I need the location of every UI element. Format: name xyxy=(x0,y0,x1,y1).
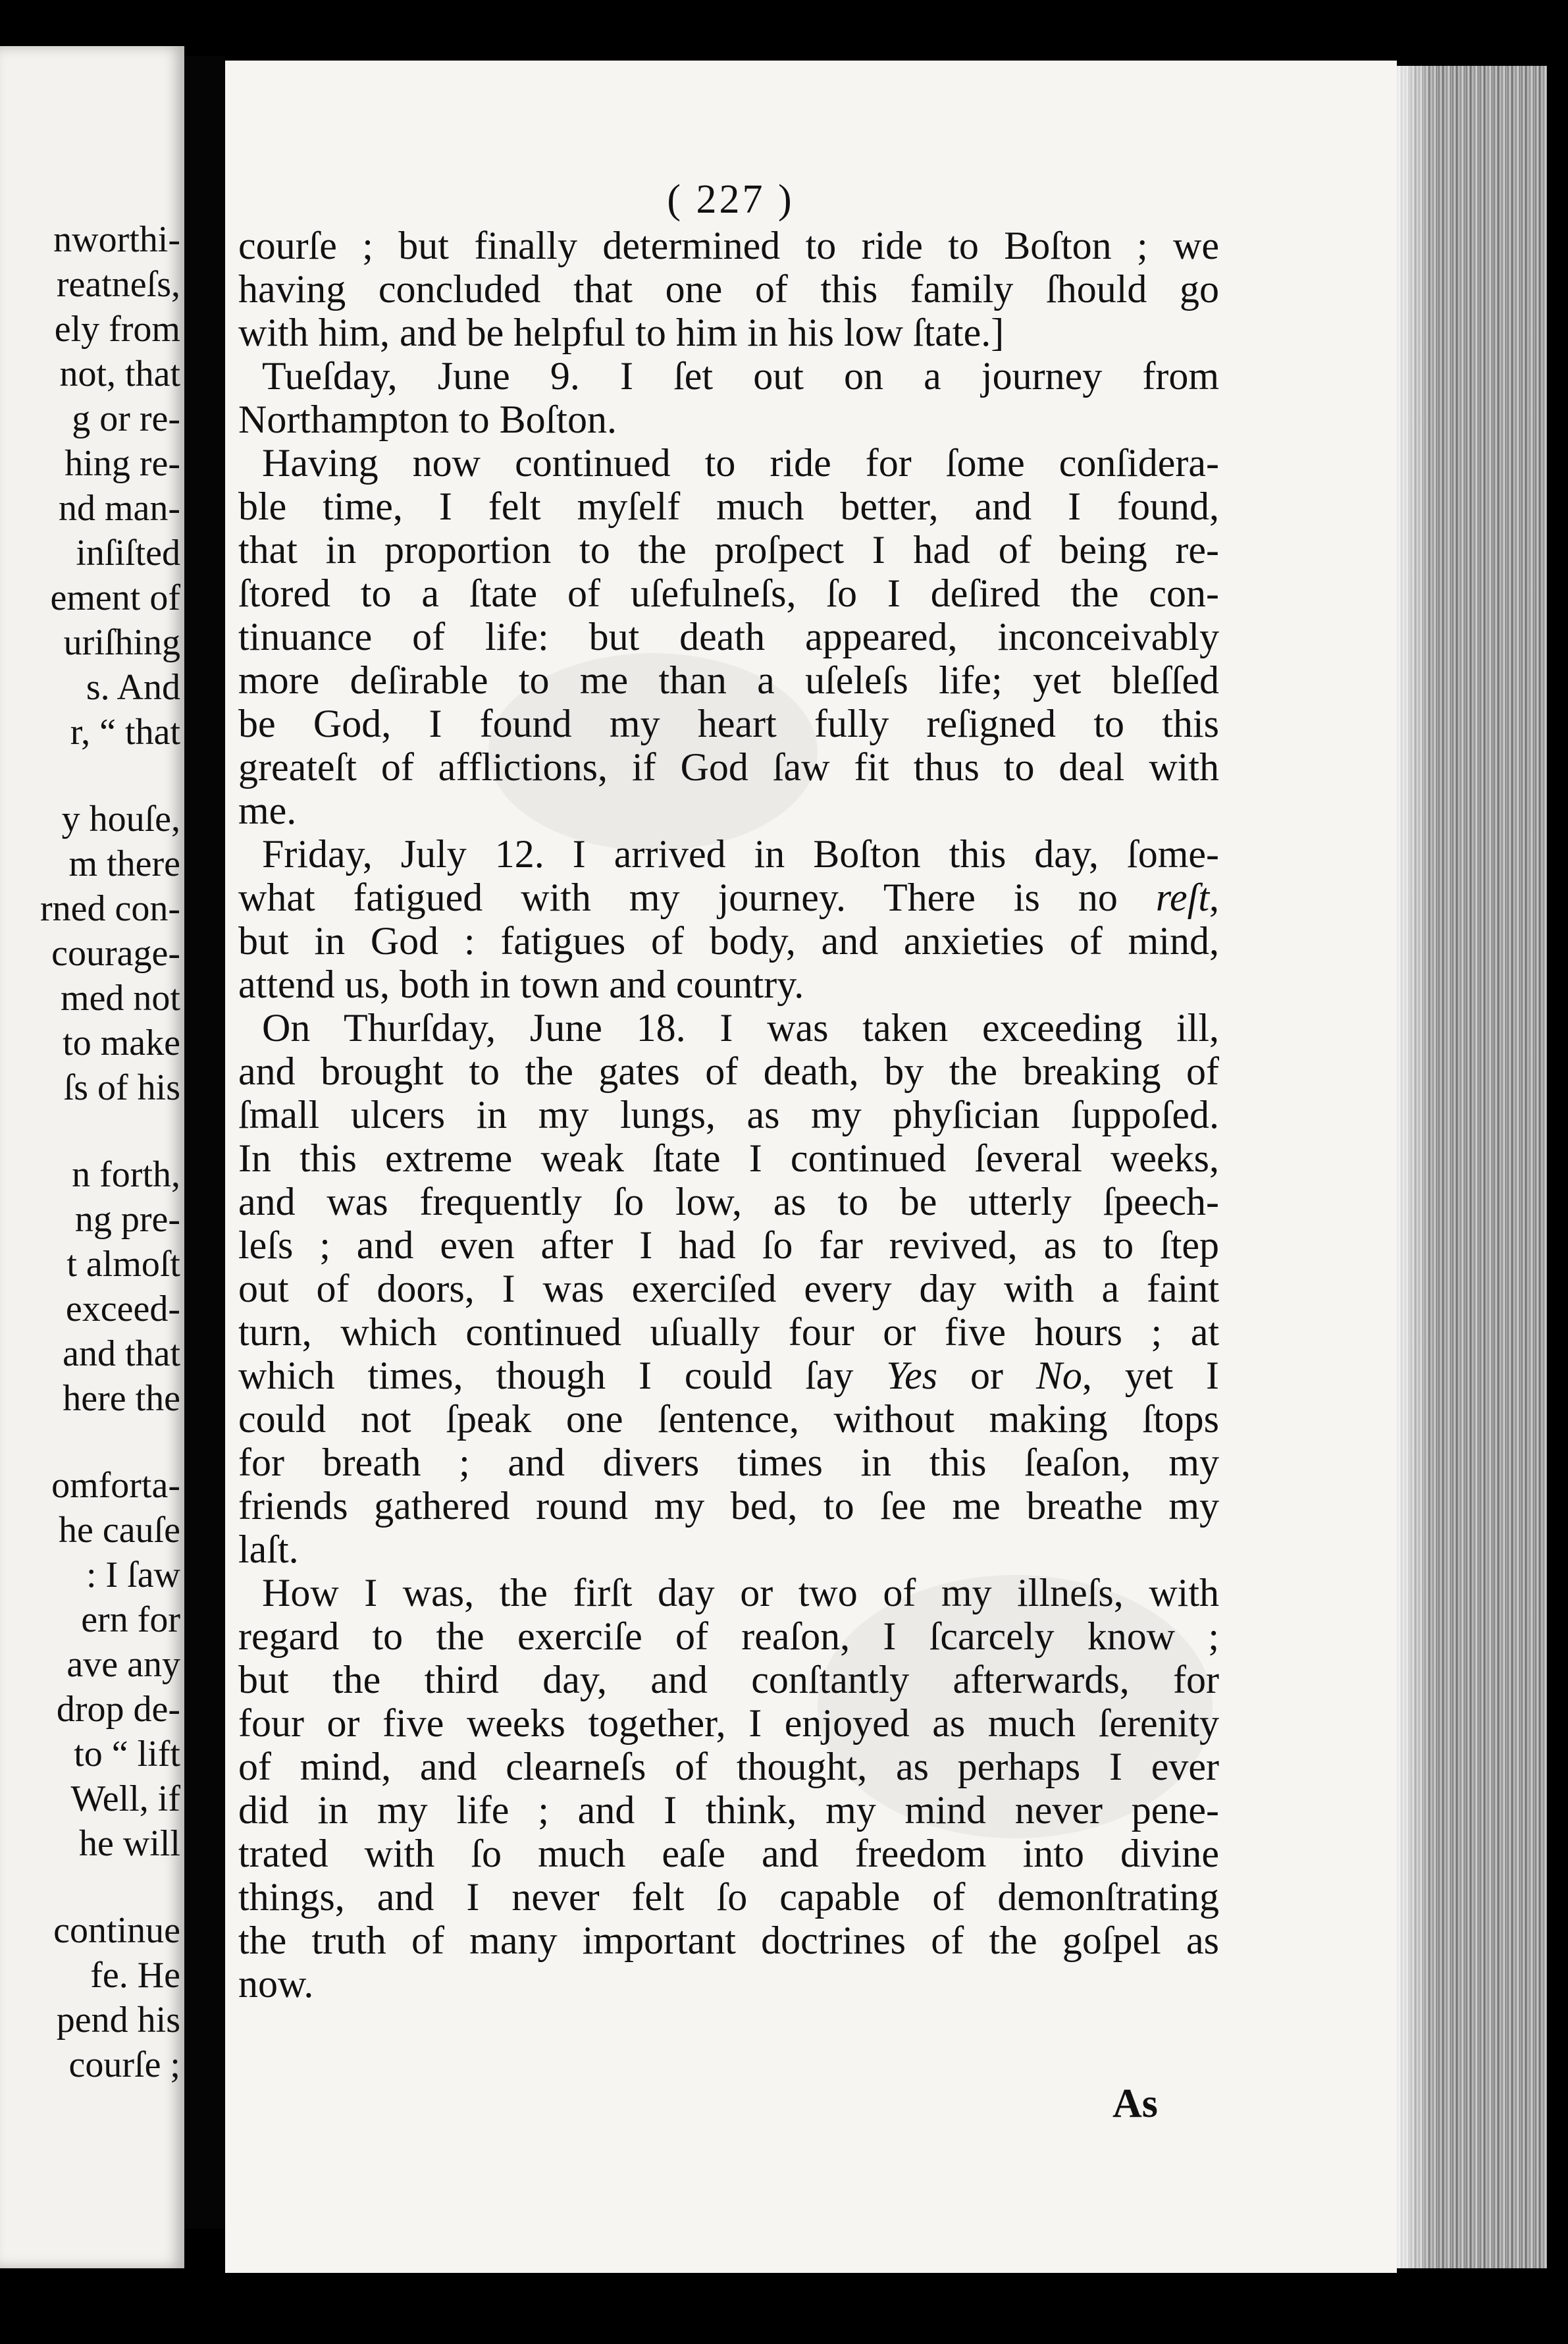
left-page-line: courſe ; xyxy=(68,2044,180,2085)
left-page-line: s. And xyxy=(86,667,180,708)
text-line: did in my life ; and I think, my mind never pene- xyxy=(238,1788,1219,1832)
text-line: but the third day, and conſtantly afterwards, for xyxy=(238,1658,1219,1701)
left-page-line: not, that xyxy=(59,354,180,394)
left-page-line: hing re- xyxy=(65,443,180,484)
text-line: tinuance of life: but death appeared, inconceivably xyxy=(238,615,1219,658)
left-page-line: ave any xyxy=(66,1644,180,1685)
left-page-line: exceed- xyxy=(65,1289,180,1329)
left-page-line: here the xyxy=(63,1378,180,1419)
text-line: ſtored to a ſtate of uſefulneſs, ſo I deſired the con- xyxy=(238,572,1219,615)
text-line: with him, and be helpful to him in his low ſtate.] xyxy=(238,311,1005,354)
left-page-line: he cauſe xyxy=(59,1510,180,1551)
text-line: what fatigued with my journey. There is no reſt, xyxy=(238,876,1219,919)
left-page-line: and that xyxy=(63,1333,180,1374)
left-page-line: t almoſt xyxy=(66,1244,180,1285)
left-page-line: pend his xyxy=(56,2000,180,2040)
left-page-line: continue xyxy=(53,1910,180,1951)
left-page-line: n forth, xyxy=(72,1154,180,1195)
text-line: be God, I found my heart fully reſigned to this xyxy=(238,702,1219,745)
text-line: turn, which continued uſually four or five hours ; at xyxy=(238,1310,1219,1354)
text-line: me. xyxy=(238,789,297,832)
left-page-line: drop de- xyxy=(56,1689,180,1730)
left-page-line: med not xyxy=(61,978,180,1019)
left-page-line: reatneſs, xyxy=(56,264,180,305)
italic-word: No xyxy=(1035,1354,1082,1397)
left-page-line: to make xyxy=(63,1023,180,1063)
left-page-line: he will xyxy=(79,1823,180,1864)
text-line: leſs ; and even after I had ſo far revived, as to ſtep xyxy=(238,1223,1219,1267)
left-page-line: y houſe, xyxy=(61,799,180,839)
text-line: and brought to the gates of death, by the breaking of xyxy=(238,1050,1219,1093)
left-page-line: ern for xyxy=(81,1599,180,1640)
text-line: In this extreme weak ſtate I continued ſeveral weeks, xyxy=(238,1136,1219,1180)
text-line: friends gathered round my bed, to ſee me breathe my xyxy=(238,1484,1219,1528)
text-line: Northampton to Boſton. xyxy=(238,398,617,441)
catchword: As xyxy=(1112,2081,1158,2126)
left-page-line: omforta- xyxy=(51,1465,180,1506)
left-page-line: uriſhing xyxy=(63,622,180,663)
text-line: Tueſday, June 9. I ſet out on a journey from xyxy=(262,354,1219,398)
text-line: ble time, I felt myſelf much better, and I found, xyxy=(238,485,1219,528)
left-page-line: fe. He xyxy=(90,1955,180,1996)
left-page-line: nd man- xyxy=(58,488,180,529)
left-page-line: courage- xyxy=(51,933,180,974)
text-line: the truth of many important doctrines of the goſpel as xyxy=(238,1919,1219,1962)
left-page-line: ng pre- xyxy=(74,1199,180,1240)
left-page-line: m there xyxy=(68,843,180,884)
italic-word: Yes xyxy=(886,1354,938,1397)
text-line: How I was, the firſt day or two of my illneſs, with xyxy=(262,1571,1219,1614)
text-line: now. xyxy=(238,1962,314,2006)
text-line: things, and I never felt ſo capable of demonſtrating xyxy=(238,1875,1219,1919)
text-line: which times, though I could ſay Yes or No, yet I xyxy=(238,1354,1219,1397)
text-line: of mind, and clearneſs of thought, as perhaps I ever xyxy=(238,1745,1219,1788)
left-page-line: to “ lift xyxy=(74,1734,180,1774)
text-line: that in proportion to the proſpect I had of being re- xyxy=(238,528,1219,572)
text-line: regard to the exerciſe of reaſon, I ſcarcely know ; xyxy=(238,1614,1219,1658)
text-line: Having now continued to ride for ſome conſidera- xyxy=(262,441,1219,485)
text-line: having concluded that one of this family ſhould go xyxy=(238,267,1219,311)
left-page-line: rned con- xyxy=(39,888,180,929)
left-page-line: ſs of his xyxy=(63,1067,180,1108)
text-line: attend us, both in town and country. xyxy=(238,963,804,1006)
body-text xyxy=(238,224,1219,2006)
text-line: laſt. xyxy=(238,1528,299,1571)
text-line: ſmall ulcers in my lungs, as my phyſician ſuppoſed. xyxy=(238,1093,1219,1136)
left-page-line: ely from xyxy=(54,309,180,350)
italic-word: reſt xyxy=(1155,876,1209,919)
text-line: and was frequently ſo low, as to be utterly ſpeech- xyxy=(238,1180,1219,1223)
left-page-line: nworthi- xyxy=(53,219,180,260)
text-line: On Thurſday, June 18. I was taken exceeding ill, xyxy=(262,1006,1219,1050)
text-line: more deſirable to me than a uſeleſs life; yet bleſſed xyxy=(238,658,1219,702)
text-line: but in God : fatigues of body, and anxieties of mind, xyxy=(238,919,1219,963)
text-line: courſe ; but finally determined to ride to Boſton ; we xyxy=(238,224,1219,267)
page-fore-edge-shade xyxy=(1396,66,1435,2268)
left-facing-page xyxy=(0,46,184,2268)
text-line: trated with ſo much eaſe and freedom into divine xyxy=(238,1832,1219,1875)
text-line: four or five weeks together, I enjoyed as much ſerenity xyxy=(238,1701,1219,1745)
text-line: out of doors, I was exerciſed every day with a faint xyxy=(238,1267,1219,1310)
left-page-line: g or re- xyxy=(72,398,180,439)
text-line: could not ſpeak one ſentence, without making ſtops xyxy=(238,1397,1219,1441)
text-line: for breath ; and divers times in this ſeaſon, my xyxy=(238,1441,1219,1484)
left-page-line: inſiſted xyxy=(76,533,180,573)
left-page-line: ement of xyxy=(50,577,180,618)
book-gutter xyxy=(184,56,225,2229)
text-line: Friday, July 12. I arrived in Boſton this day, ſome- xyxy=(262,832,1219,876)
left-page-line: r, “ that xyxy=(70,712,180,753)
left-page-line: : I ſaw xyxy=(86,1555,180,1595)
page-number: ( 227 ) xyxy=(667,177,795,222)
left-page-line: Well, if xyxy=(70,1778,180,1819)
text-line: greateſt of afflictions, if God ſaw fit thus to deal with xyxy=(238,745,1219,789)
